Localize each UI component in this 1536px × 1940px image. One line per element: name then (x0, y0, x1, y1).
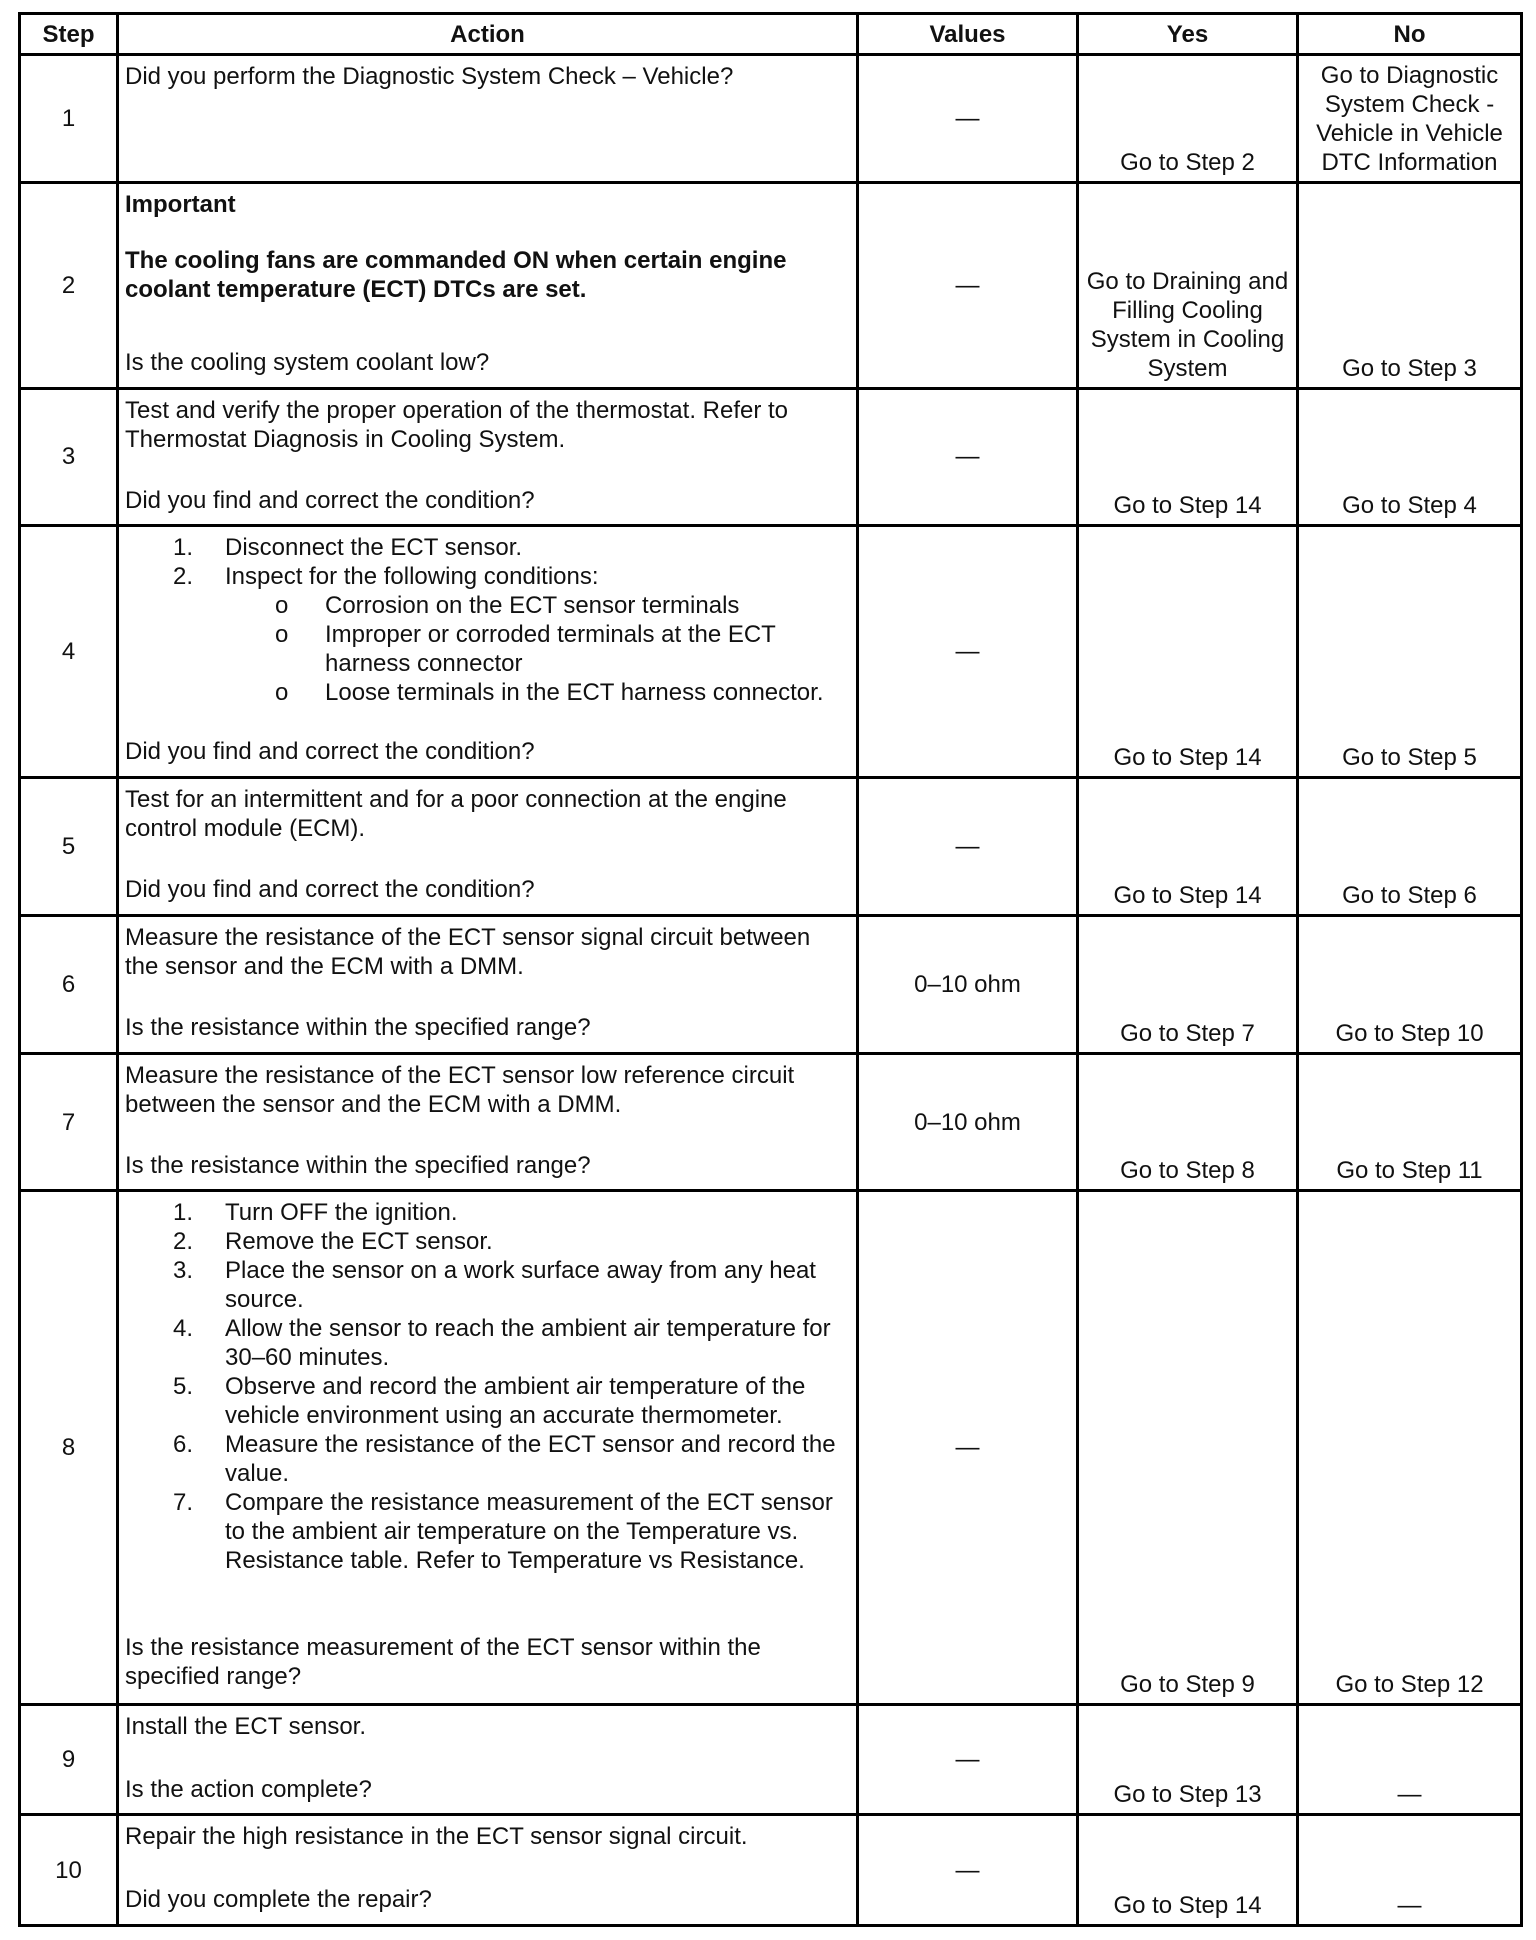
procedure-step-number: 1. (173, 534, 194, 562)
no-cell: Go to Step 12 (1298, 1191, 1522, 1704)
table-row (20, 526, 1522, 778)
procedure-step-number: 2. (173, 1228, 194, 1256)
table-row (20, 1053, 1522, 1191)
action-instructions (125, 533, 850, 707)
procedure-step (125, 1256, 850, 1314)
no-cell: — (1298, 1704, 1522, 1815)
action-cell (118, 55, 858, 183)
action-content (125, 533, 850, 766)
procedure-step-number: 4. (173, 1315, 194, 1343)
no-cell: Go to Diagnostic System Check - Vehicle in Vehicle DTC Information (1298, 55, 1522, 183)
table-row (20, 182, 1522, 388)
procedure-step (125, 1198, 850, 1227)
procedure-step-number: 5. (173, 1373, 194, 1401)
values-cell: — (858, 526, 1078, 778)
action-instructions (125, 396, 850, 454)
action-question: Did you find and correct the condition? (125, 486, 535, 514)
header-yes: Yes (1078, 14, 1298, 55)
action-question: Is the resistance within the specified range? (125, 1014, 591, 1042)
action-cell (118, 1704, 858, 1815)
action-instructions (125, 1198, 850, 1575)
action-instructions (125, 1712, 850, 1741)
step-number: 5 (20, 778, 118, 916)
procedure-step-text: Turn OFF the ignition. (225, 1199, 458, 1227)
yes-cell: Go to Draining and Filling Cooling System in Cooling System (1078, 182, 1298, 388)
procedure-list (125, 533, 850, 707)
table-row (20, 388, 1522, 526)
condition-item (125, 620, 850, 678)
values-cell: — (858, 182, 1078, 388)
yes-cell: Go to Step 8 (1078, 1053, 1298, 1191)
procedure-step-number: 2. (173, 563, 194, 591)
action-cell (118, 1191, 858, 1704)
no-cell: Go to Step 3 (1298, 182, 1522, 388)
action-question: Is the resistance within the specified range? (125, 1151, 591, 1179)
table-row (20, 778, 1522, 916)
yes-cell: Go to Step 14 (1078, 1815, 1298, 1926)
procedure-step (125, 1430, 850, 1488)
action-content (125, 190, 850, 377)
no-cell: Go to Step 4 (1298, 388, 1522, 526)
procedure-step-text: Observe and record the ambient air temperature of the vehicle environment using an accurate thermometer. (225, 1373, 806, 1430)
header-values: Values (858, 14, 1078, 55)
action-question: Did you find and correct the condition? (125, 876, 535, 904)
procedure-step-number: 1. (173, 1199, 194, 1227)
action-paragraph: Test and verify the proper operation of the thermostat. Refer to Thermostat Diagnosis in Cooling System. (125, 396, 789, 453)
step-number: 8 (20, 1191, 118, 1704)
action-instructions (125, 1061, 850, 1119)
action-question: Is the cooling system coolant low? (125, 348, 490, 376)
header-step: Step (20, 14, 118, 55)
values-cell: — (858, 55, 1078, 183)
table-row (20, 55, 1522, 183)
procedure-step-text: Place the sensor on a work surface away from any heat source. (225, 1257, 816, 1314)
action-instructions (125, 923, 850, 981)
table-row (20, 1704, 1522, 1815)
table-row (20, 1815, 1522, 1926)
no-cell: Go to Step 11 (1298, 1053, 1522, 1191)
procedure-step (125, 562, 850, 707)
table-row (20, 916, 1522, 1054)
procedure-step (125, 533, 850, 562)
procedure-step (125, 1372, 850, 1430)
table-row (20, 1191, 1522, 1704)
condition-text: Loose terminals in the ECT harness connector. (325, 679, 824, 707)
action-question: Did you complete the repair? (125, 1886, 432, 1914)
step-number: 3 (20, 388, 118, 526)
values-cell: — (858, 1191, 1078, 1704)
procedure-list (125, 1198, 850, 1575)
action-paragraph: The cooling fans are commanded ON when certain engine coolant temperature (ECT) DTCs are set. (125, 246, 787, 303)
yes-cell: Go to Step 7 (1078, 916, 1298, 1054)
action-paragraph: Install the ECT sensor. (125, 1712, 367, 1740)
action-cell (118, 182, 858, 388)
action-cell (118, 526, 858, 778)
header-row (20, 14, 1522, 55)
action-instructions (125, 62, 850, 91)
header-no: No (1298, 14, 1522, 55)
values-cell: 0–10 ohm (858, 1053, 1078, 1191)
action-cell (118, 778, 858, 916)
action-instructions (125, 190, 850, 304)
step-number: 9 (20, 1704, 118, 1815)
condition-text: Corrosion on the ECT sensor terminals (325, 592, 740, 620)
procedure-step-number: 3. (173, 1257, 194, 1285)
action-content (125, 1198, 850, 1691)
no-cell: Go to Step 5 (1298, 526, 1522, 778)
action-content (125, 785, 850, 904)
action-paragraph: Measure the resistance of the ECT sensor low reference circuit between the sensor and the ECM with a DMM. (125, 1061, 795, 1118)
action-question: Is the resistance measurement of the ECT sensor within the specified range? (125, 1634, 761, 1691)
action-content (125, 1712, 850, 1804)
action-instructions (125, 785, 850, 843)
procedure-step (125, 1227, 850, 1256)
procedure-step-text: Measure the resistance of the ECT sensor and record the value. (225, 1431, 836, 1488)
yes-cell: Go to Step 9 (1078, 1191, 1298, 1704)
action-content (125, 923, 850, 1042)
procedure-step-text: Compare the resistance measurement of the ECT sensor to the ambient air temperature on the Temperature vs. Resistance table. Refer to Temperature vs Resistance. (225, 1489, 833, 1575)
yes-cell: Go to Step 13 (1078, 1704, 1298, 1815)
yes-cell: Go to Step 2 (1078, 55, 1298, 183)
diagnostic-table (18, 12, 1523, 1927)
action-content (125, 1061, 850, 1180)
procedure-step (125, 1314, 850, 1372)
action-paragraph: Repair the high resistance in the ECT sensor signal circuit. (125, 1823, 748, 1851)
no-cell: Go to Step 6 (1298, 778, 1522, 916)
action-paragraph: Important (125, 190, 236, 218)
action-paragraph: Did you perform the Diagnostic System Check – Vehicle? (125, 63, 734, 90)
action-content (125, 1822, 850, 1914)
no-cell: Go to Step 10 (1298, 916, 1522, 1054)
action-instructions (125, 1822, 850, 1851)
procedure-step-text: Disconnect the ECT sensor. (225, 534, 523, 562)
condition-item (125, 678, 850, 707)
procedure-step (125, 1488, 850, 1575)
values-cell: — (858, 1704, 1078, 1815)
step-number: 10 (20, 1815, 118, 1926)
step-number: 7 (20, 1053, 118, 1191)
values-cell: — (858, 778, 1078, 916)
values-cell: — (858, 1815, 1078, 1926)
yes-cell: Go to Step 14 (1078, 526, 1298, 778)
condition-list (125, 591, 850, 707)
yes-cell: Go to Step 14 (1078, 778, 1298, 916)
yes-cell: Go to Step 14 (1078, 388, 1298, 526)
values-cell: — (858, 388, 1078, 526)
action-content (125, 396, 850, 515)
step-number: 4 (20, 526, 118, 778)
bullet-icon: o (275, 621, 289, 649)
no-cell: — (1298, 1815, 1522, 1926)
procedure-step-text: Remove the ECT sensor. (225, 1228, 493, 1256)
diagnostic-document (18, 12, 1520, 1927)
procedure-step-number: 7. (173, 1489, 194, 1517)
action-content (125, 62, 850, 170)
step-number: 6 (20, 916, 118, 1054)
action-paragraph: Measure the resistance of the ECT sensor signal circuit between the sensor and the ECM with a DMM. (125, 924, 811, 981)
action-question: Did you find and correct the condition? (125, 738, 535, 766)
header-action: Action (118, 14, 858, 55)
bullet-icon: o (275, 592, 289, 620)
procedure-step-text: Inspect for the following conditions: (225, 563, 599, 591)
action-cell (118, 1053, 858, 1191)
action-cell (118, 916, 858, 1054)
condition-item (125, 591, 850, 620)
condition-text: Improper or corroded terminals at the ECT harness connector (325, 621, 776, 678)
action-cell (118, 1815, 858, 1926)
step-number: 2 (20, 182, 118, 388)
bullet-icon: o (275, 679, 289, 707)
action-question: Is the action complete? (125, 1775, 372, 1803)
action-cell (118, 388, 858, 526)
procedure-step-text: Allow the sensor to reach the ambient air temperature for 30–60 minutes. (225, 1315, 831, 1372)
procedure-step-number: 6. (173, 1431, 194, 1459)
action-paragraph: Test for an intermittent and for a poor connection at the engine control module (ECM). (125, 786, 787, 843)
values-cell: 0–10 ohm (858, 916, 1078, 1054)
step-number: 1 (20, 55, 118, 183)
